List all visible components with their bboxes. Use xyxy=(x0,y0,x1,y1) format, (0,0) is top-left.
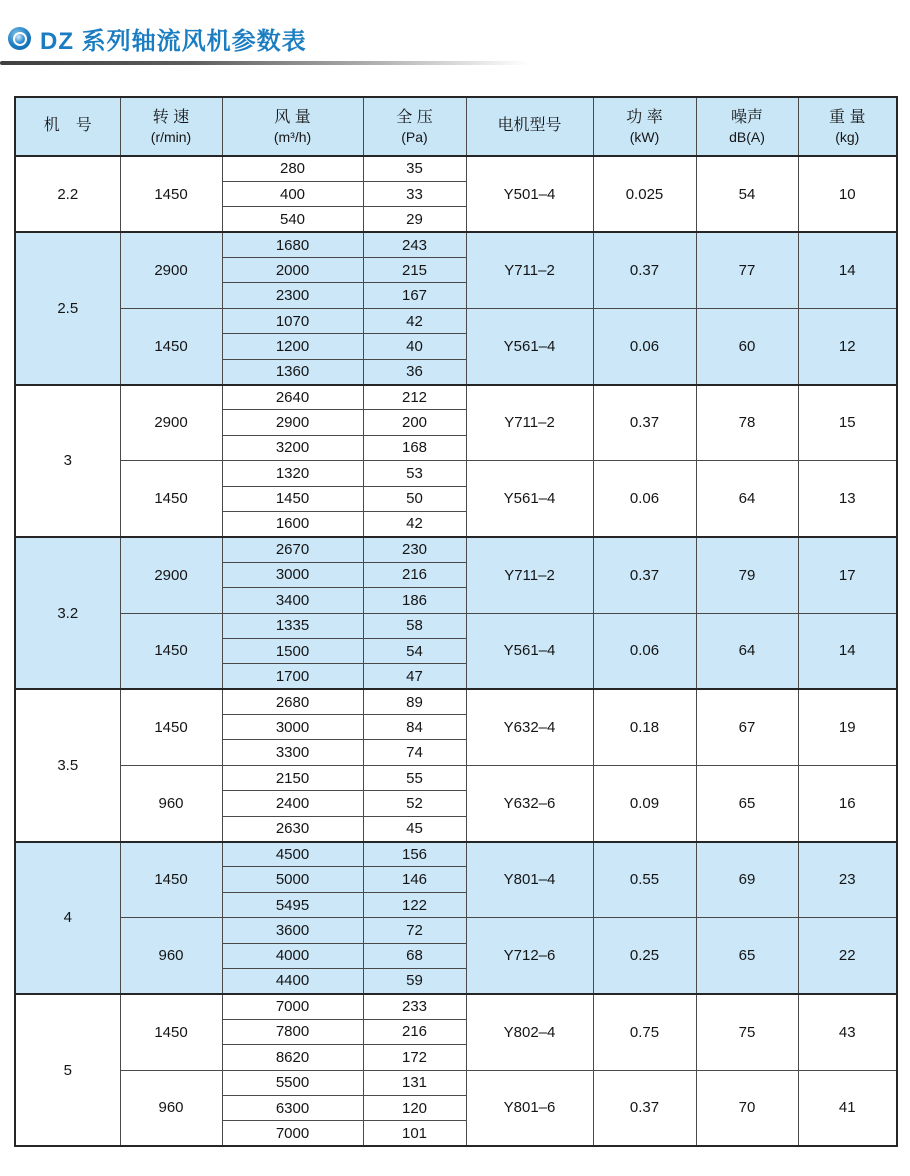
noise-cell: 64 xyxy=(696,461,798,537)
weight-cell: 22 xyxy=(798,918,897,994)
power-cell: 0.55 xyxy=(593,842,696,918)
pressure-cell: 72 xyxy=(363,918,466,943)
weight-cell: 14 xyxy=(798,613,897,689)
airflow-cell: 1335 xyxy=(222,613,363,638)
pressure-cell: 40 xyxy=(363,334,466,359)
header-noise: 噪声 dB(A) xyxy=(696,97,798,156)
motor-model-cell: Y561–4 xyxy=(466,308,593,384)
pressure-cell: 167 xyxy=(363,283,466,308)
pressure-cell: 42 xyxy=(363,511,466,536)
speed-cell: 1450 xyxy=(120,689,222,765)
speed-cell: 2900 xyxy=(120,385,222,461)
table-row xyxy=(15,461,897,486)
airflow-cell: 3600 xyxy=(222,918,363,943)
power-cell: 0.025 xyxy=(593,156,696,232)
fan-parameters-table xyxy=(14,96,898,1147)
speed-cell: 1450 xyxy=(120,613,222,689)
airflow-cell: 5000 xyxy=(222,867,363,892)
airflow-cell: 7000 xyxy=(222,1121,363,1146)
header-airflow: 风 量 (m³/h) xyxy=(222,97,363,156)
weight-cell: 16 xyxy=(798,765,897,841)
airflow-cell: 5495 xyxy=(222,892,363,917)
motor-model-cell: Y711–2 xyxy=(466,385,593,461)
pressure-cell: 172 xyxy=(363,1045,466,1070)
speed-cell: 960 xyxy=(120,918,222,994)
airflow-cell: 1500 xyxy=(222,638,363,663)
pressure-cell: 186 xyxy=(363,588,466,613)
noise-cell: 65 xyxy=(696,918,798,994)
airflow-cell: 6300 xyxy=(222,1095,363,1120)
table-row xyxy=(15,613,897,638)
airflow-cell: 2680 xyxy=(222,689,363,714)
header-model: 机 号 xyxy=(15,97,120,156)
airflow-cell: 8620 xyxy=(222,1045,363,1070)
airflow-cell: 3300 xyxy=(222,740,363,765)
table-row xyxy=(15,842,897,867)
weight-cell: 23 xyxy=(798,842,897,918)
pressure-cell: 35 xyxy=(363,156,466,181)
motor-model-cell: Y561–4 xyxy=(466,613,593,689)
speed-cell: 1450 xyxy=(120,842,222,918)
speed-cell: 1450 xyxy=(120,156,222,232)
table-row xyxy=(15,308,897,333)
airflow-cell: 7800 xyxy=(222,1019,363,1044)
weight-cell: 10 xyxy=(798,156,897,232)
airflow-cell: 280 xyxy=(222,156,363,181)
pressure-cell: 74 xyxy=(363,740,466,765)
airflow-cell: 4400 xyxy=(222,969,363,994)
bullseye-icon xyxy=(8,27,31,50)
airflow-cell: 1200 xyxy=(222,334,363,359)
header-row xyxy=(15,97,897,156)
noise-cell: 79 xyxy=(696,537,798,613)
airflow-cell: 4500 xyxy=(222,842,363,867)
pressure-cell: 146 xyxy=(363,867,466,892)
model-cell: 3.5 xyxy=(15,689,120,841)
power-cell: 0.18 xyxy=(593,689,696,765)
pressure-cell: 68 xyxy=(363,943,466,968)
noise-cell: 77 xyxy=(696,232,798,308)
airflow-cell: 400 xyxy=(222,181,363,206)
pressure-cell: 53 xyxy=(363,461,466,486)
airflow-cell: 540 xyxy=(222,207,363,232)
airflow-cell: 1680 xyxy=(222,232,363,257)
noise-cell: 60 xyxy=(696,308,798,384)
noise-cell: 65 xyxy=(696,765,798,841)
airflow-cell: 2630 xyxy=(222,816,363,841)
pressure-cell: 156 xyxy=(363,842,466,867)
speed-cell: 1450 xyxy=(120,994,222,1070)
header-speed: 转 速 (r/min) xyxy=(120,97,222,156)
motor-model-cell: Y561–4 xyxy=(466,461,593,537)
motor-model-cell: Y711–2 xyxy=(466,537,593,613)
airflow-cell: 4000 xyxy=(222,943,363,968)
motor-model-cell: Y711–2 xyxy=(466,232,593,308)
power-cell: 0.06 xyxy=(593,461,696,537)
speed-cell: 1450 xyxy=(120,308,222,384)
pressure-cell: 58 xyxy=(363,613,466,638)
speed-cell: 1450 xyxy=(120,461,222,537)
weight-cell: 14 xyxy=(798,232,897,308)
power-cell: 0.09 xyxy=(593,765,696,841)
airflow-cell: 1320 xyxy=(222,461,363,486)
pressure-cell: 216 xyxy=(363,562,466,587)
table-row xyxy=(15,385,897,410)
weight-cell: 41 xyxy=(798,1070,897,1146)
pressure-cell: 168 xyxy=(363,435,466,460)
model-cell: 5 xyxy=(15,994,120,1146)
power-cell: 0.06 xyxy=(593,613,696,689)
header-motor-model: 电机型号 xyxy=(466,97,593,156)
weight-cell: 19 xyxy=(798,689,897,765)
airflow-cell: 2900 xyxy=(222,410,363,435)
weight-cell: 13 xyxy=(798,461,897,537)
airflow-cell: 1450 xyxy=(222,486,363,511)
noise-cell: 67 xyxy=(696,689,798,765)
airflow-cell: 1600 xyxy=(222,511,363,536)
airflow-cell: 1700 xyxy=(222,664,363,689)
table-row xyxy=(15,1070,897,1095)
table-header xyxy=(15,97,897,156)
motor-model-cell: Y801–6 xyxy=(466,1070,593,1146)
pressure-cell: 230 xyxy=(363,537,466,562)
airflow-cell: 3000 xyxy=(222,715,363,740)
power-cell: 0.25 xyxy=(593,918,696,994)
header-pressure: 全 压 (Pa) xyxy=(363,97,466,156)
table-row xyxy=(15,765,897,790)
motor-model-cell: Y632–6 xyxy=(466,765,593,841)
pressure-cell: 101 xyxy=(363,1121,466,1146)
pressure-cell: 50 xyxy=(363,486,466,511)
pressure-cell: 120 xyxy=(363,1095,466,1120)
pressure-cell: 45 xyxy=(363,816,466,841)
pressure-cell: 55 xyxy=(363,765,466,790)
power-cell: 0.37 xyxy=(593,1070,696,1146)
motor-model-cell: Y501–4 xyxy=(466,156,593,232)
noise-cell: 69 xyxy=(696,842,798,918)
motor-model-cell: Y802–4 xyxy=(466,994,593,1070)
power-cell: 0.75 xyxy=(593,994,696,1070)
model-cell: 3.2 xyxy=(15,537,120,689)
speed-cell: 2900 xyxy=(120,537,222,613)
table-row xyxy=(15,994,897,1019)
noise-cell: 78 xyxy=(696,385,798,461)
speed-cell: 2900 xyxy=(120,232,222,308)
airflow-cell: 2150 xyxy=(222,765,363,790)
table-row xyxy=(15,689,897,714)
pressure-cell: 54 xyxy=(363,638,466,663)
table-row xyxy=(15,232,897,257)
weight-cell: 43 xyxy=(798,994,897,1070)
airflow-cell: 3000 xyxy=(222,562,363,587)
pressure-cell: 47 xyxy=(363,664,466,689)
model-cell: 2.5 xyxy=(15,232,120,384)
header-power: 功 率 (kW) xyxy=(593,97,696,156)
pressure-cell: 131 xyxy=(363,1070,466,1095)
airflow-cell: 2400 xyxy=(222,791,363,816)
table-row xyxy=(15,156,897,181)
model-cell: 4 xyxy=(15,842,120,994)
power-cell: 0.37 xyxy=(593,232,696,308)
page-title: DZ 系列轴流风机参数表 xyxy=(40,28,307,55)
table-body xyxy=(15,156,897,1146)
pressure-cell: 122 xyxy=(363,892,466,917)
airflow-cell: 2670 xyxy=(222,537,363,562)
pressure-cell: 89 xyxy=(363,689,466,714)
model-cell: 3 xyxy=(15,385,120,537)
airflow-cell: 3200 xyxy=(222,435,363,460)
title-bar xyxy=(8,21,910,56)
pressure-cell: 29 xyxy=(363,207,466,232)
speed-cell: 960 xyxy=(120,1070,222,1146)
pressure-cell: 200 xyxy=(363,410,466,435)
motor-model-cell: Y632–4 xyxy=(466,689,593,765)
pressure-cell: 216 xyxy=(363,1019,466,1044)
airflow-cell: 1070 xyxy=(222,308,363,333)
noise-cell: 75 xyxy=(696,994,798,1070)
weight-cell: 17 xyxy=(798,537,897,613)
motor-model-cell: Y801–4 xyxy=(466,842,593,918)
pressure-cell: 42 xyxy=(363,308,466,333)
weight-cell: 12 xyxy=(798,308,897,384)
airflow-cell: 3400 xyxy=(222,588,363,613)
pressure-cell: 33 xyxy=(363,181,466,206)
airflow-cell: 1360 xyxy=(222,359,363,384)
noise-cell: 64 xyxy=(696,613,798,689)
title-underline xyxy=(0,61,545,65)
airflow-cell: 2640 xyxy=(222,385,363,410)
weight-cell: 15 xyxy=(798,385,897,461)
airflow-cell: 5500 xyxy=(222,1070,363,1095)
pressure-cell: 59 xyxy=(363,969,466,994)
header-weight: 重 量 (kg) xyxy=(798,97,897,156)
noise-cell: 54 xyxy=(696,156,798,232)
airflow-cell: 2000 xyxy=(222,258,363,283)
table-row xyxy=(15,918,897,943)
pressure-cell: 52 xyxy=(363,791,466,816)
pressure-cell: 212 xyxy=(363,385,466,410)
speed-cell: 960 xyxy=(120,765,222,841)
noise-cell: 70 xyxy=(696,1070,798,1146)
table-row xyxy=(15,537,897,562)
model-cell: 2.2 xyxy=(15,156,120,232)
power-cell: 0.37 xyxy=(593,385,696,461)
airflow-cell: 7000 xyxy=(222,994,363,1019)
motor-model-cell: Y712–6 xyxy=(466,918,593,994)
pressure-cell: 243 xyxy=(363,232,466,257)
pressure-cell: 233 xyxy=(363,994,466,1019)
power-cell: 0.37 xyxy=(593,537,696,613)
power-cell: 0.06 xyxy=(593,308,696,384)
pressure-cell: 84 xyxy=(363,715,466,740)
pressure-cell: 215 xyxy=(363,258,466,283)
airflow-cell: 2300 xyxy=(222,283,363,308)
pressure-cell: 36 xyxy=(363,359,466,384)
